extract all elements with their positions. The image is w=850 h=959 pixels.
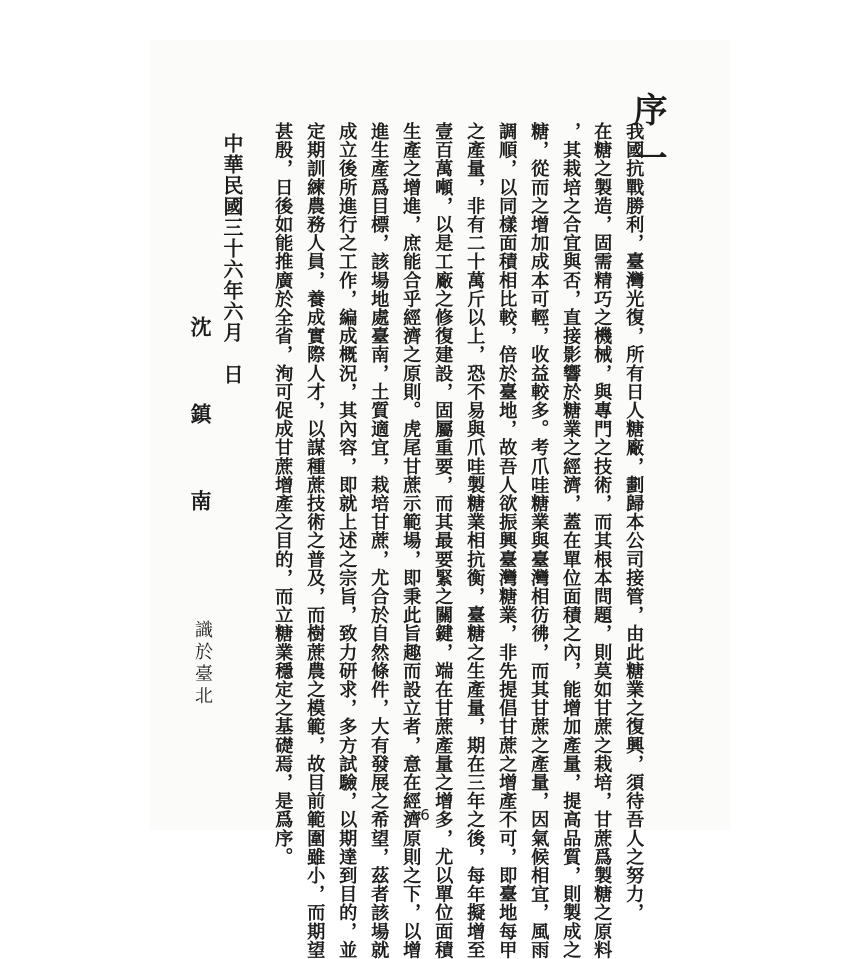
body-column-7: 壹百萬噸，以是工廠之修復建設，固屬重要，而其最要緊之關鍵，端在甘蔗產量之增多，尤以單位面積 xyxy=(432,122,454,959)
body-column-6: 之產量，非有二十萬斤以上，恐不易與爪哇製糖業相抗衡，臺糖之生產量，期在三年之後，每年擬增至 xyxy=(464,122,486,959)
preface-title: 序一 xyxy=(627,92,667,188)
body-column-12: 甚殷，日後如能推廣於全省，洵可促成甘蔗增產之目的，而立糖業穩定之基礎焉，是爲序。 xyxy=(272,122,294,866)
date-line: 中華民國三十六年六月 日 xyxy=(220,133,244,385)
body-column-2: 在糖之製造，固需精巧之機械，與專門之技術，而其根本問題，則莫如甘蔗之栽培，甘蔗爲製糖之原料 xyxy=(591,122,613,959)
body-column-10: 成立後所進行之工作，編成概況，其內容，即就上述之宗旨，致力研求，多方試驗，以期達到目的，並 xyxy=(336,122,358,959)
body-column-11: 定期訓練農務人員，養成實際人才，以謀種蔗技術之普及，而樹蔗農之模範，故目前範圍雖小，而期望 xyxy=(304,122,326,959)
body-column-5: 調順，以同樣面積相比較，倍於臺地，故吾人欲振興臺灣糖業，非先提倡甘蔗之增產不可，即臺地每甲 xyxy=(496,122,518,959)
body-column-8: 生產之增進，庶能合乎經濟之原則。虎尾甘蔗示範場，即秉此旨趣而設立者，意在經濟原則之下，以增 xyxy=(400,122,422,959)
body-column-3: ，其栽培之合宜與否，直接影響於糖業之經濟，蓋在單位面積之內，能增加產量，提高品質，則製成之 xyxy=(560,122,582,959)
body-column-1: 我國抗戰勝利，臺灣光復，所有日人糖廠，劃歸本公司接管，由此糖業之復興，須待吾人之努力， xyxy=(623,122,645,922)
page-number: 6 xyxy=(420,806,430,824)
author-name: 沈鎮南 xyxy=(188,316,213,577)
signature-note: 識於臺北 xyxy=(192,620,213,708)
body-column-4: 糖，從而之增加成本可輕，收益較多。考爪哇糖業與臺灣相彷彿，而其甘蔗之產量，因氣候相宜，風雨 xyxy=(528,122,550,959)
body-column-9: 進生產爲目標，該場地處臺南，土質適宜，栽培甘蔗，尤合於自然條件，大有發展之希望，茲者該場就 xyxy=(368,122,390,959)
